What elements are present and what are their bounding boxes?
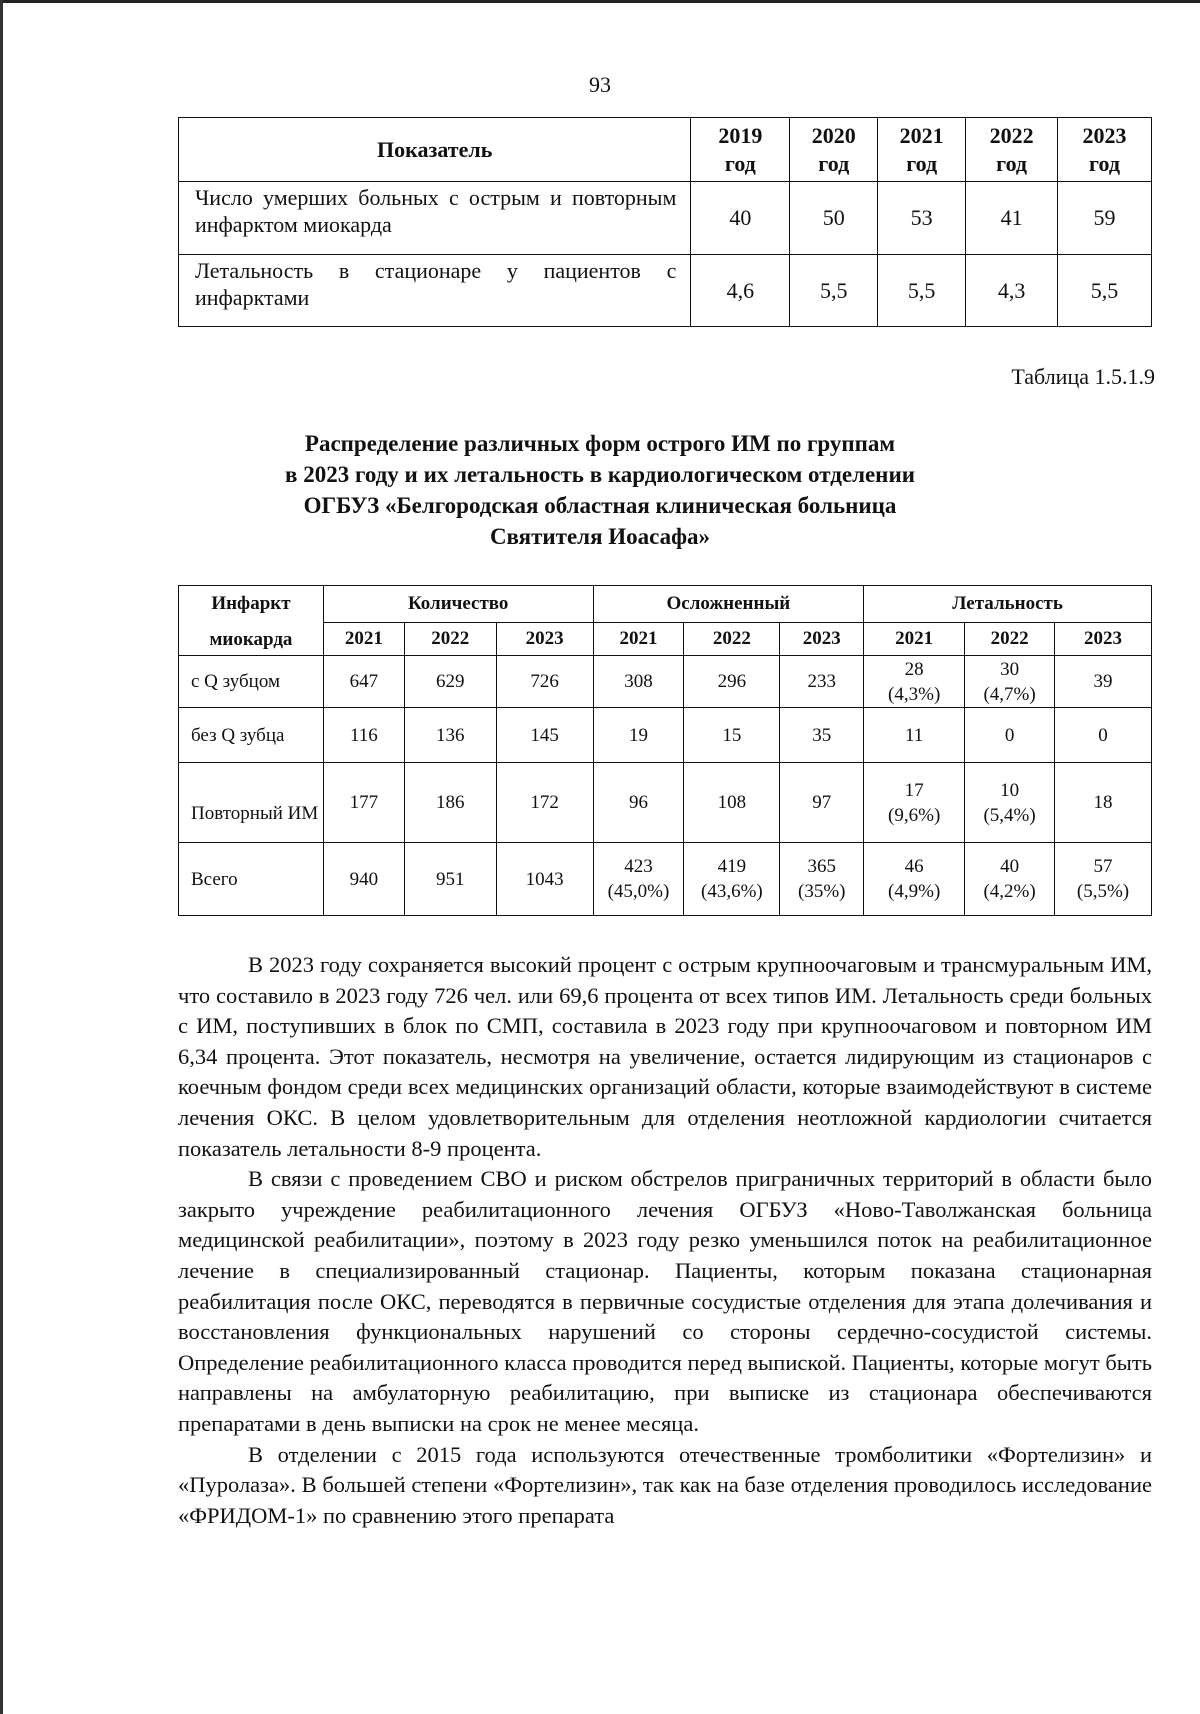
column-header-year: 2021 — [864, 623, 965, 656]
table-cell: 40 (4,2%) — [965, 843, 1055, 916]
table-row — [179, 182, 1152, 255]
table-cell: 419 (43,6%) — [684, 843, 780, 916]
table-cell: 97 — [780, 763, 864, 843]
table-row — [179, 255, 1152, 327]
table-cell: 19 — [593, 708, 684, 763]
paragraph: В отделении с 2015 года используются отечественные тромболитики «Фортелизин» и «Пуролаза». В большей степени «Фортелизин», так как на базе отделения проводилось исследование «ФРИДОМ-1» по сравнению этого препарата — [178, 1441, 1152, 1528]
table-title — [0, 428, 1200, 552]
column-header-year: 2023 год — [1058, 118, 1152, 182]
table-cell: 0 — [965, 708, 1055, 763]
table-cell: 136 — [404, 708, 496, 763]
table-cell: 308 — [593, 656, 684, 708]
paragraph: В связи с проведением СВО и риском обстрелов приграничных территорий в области было закрыто учреждение реабилитационного лечения ОГБУЗ «Ново-Таволжанская больница медицинской реабилитации», поэтому в 2023 году резко уменьшился поток на реабилитационное лечение в специализированный стационар. Пациенты, которым показана стационарная реабилитация после ОКС, переводятся в первичные сосудистые отделения для этапа долечивания и восстановления функциональных нарушений со стороны сердечно-сосудистой системы. Определение реабилитационного класса проводится перед выпиской. Пациенты, которые могут быть направлены на амбулаторную реабилитацию, при выписке из стационара обеспечиваются препаратами в день выписки на срок не менее месяца. — [178, 1166, 1152, 1436]
table-header-row — [179, 118, 1152, 182]
row-label: Число умерших больных с острым и повторным инфарктом миокарда — [179, 182, 691, 255]
table-cell: 40 — [691, 182, 790, 255]
column-header-year: 2023 — [496, 623, 593, 656]
table-row — [179, 763, 1152, 843]
table-cell: 10 (5,4%) — [965, 763, 1055, 843]
table-row — [179, 708, 1152, 763]
table-cell: 365 (35%) — [780, 843, 864, 916]
column-header-indicator: Показатель — [179, 118, 691, 182]
mortality-summary-table — [178, 117, 1152, 327]
table-cell: 108 — [684, 763, 780, 843]
table-cell: 296 — [684, 656, 780, 708]
table-cell: 1043 — [496, 843, 593, 916]
table-cell: 59 — [1058, 182, 1152, 255]
column-header-year: 2020 год — [790, 118, 878, 182]
table-cell: 5,5 — [790, 255, 878, 327]
column-header-year: 2022 год — [966, 118, 1058, 182]
table-cell: 46 (4,9%) — [864, 843, 965, 916]
table-cell: 629 — [404, 656, 496, 708]
table-cell: 726 — [496, 656, 593, 708]
table-cell: 0 — [1055, 708, 1152, 763]
column-header-year: 2023 — [780, 623, 864, 656]
row-label: Повторный ИМ — [179, 763, 324, 843]
mi-distribution-table — [178, 585, 1152, 916]
table-cell: 5,5 — [1058, 255, 1152, 327]
table-cell: 50 — [790, 182, 878, 255]
table-cell: 11 — [864, 708, 965, 763]
scan-border-left — [0, 0, 3, 1714]
table-row — [179, 843, 1152, 916]
column-header-year: 2023 — [1055, 623, 1152, 656]
table-row — [179, 656, 1152, 708]
table-cell: 116 — [323, 708, 404, 763]
column-header-year: 2022 — [965, 623, 1055, 656]
table-cell: 951 — [404, 843, 496, 916]
table-cell: 177 — [323, 763, 404, 843]
page-number: 93 — [589, 72, 611, 97]
table-cell: 4,6 — [691, 255, 790, 327]
table-cell: 5,5 — [878, 255, 966, 327]
paragraph: В 2023 году сохраняется высокий процент с острым крупноочаговым и трансмуральным ИМ, что составило в 2023 году 726 чел. или 69,6 процента от всех типов ИМ. Летальность среди больных с ИМ, поступивших в блок по СМП, составила в 2023 году при крупноочаговом и повторном ИМ 6,34 процента. Этот показатель, несмотря на увеличение, остается лидирующим из стационаров с коечным фондом среди всех медицинских организаций области, которые взаимодействуют в системе лечения ОКС. В целом удовлетворительным для отделения неотложной кардиологии считается показатель летальности 8-9 процента. — [178, 952, 1152, 1161]
table-caption: Таблица 1.5.1.9 — [1011, 364, 1155, 389]
title-line: Распределение различных форм острого ИМ по группам — [304, 431, 896, 456]
row-label: Летальность в стационаре у пациентов с инфарктами — [179, 255, 691, 327]
table-cell: 28 (4,3%) — [864, 656, 965, 708]
column-header-year: 2021 — [323, 623, 404, 656]
table-cell: 15 — [684, 708, 780, 763]
column-header-year: 2021 — [593, 623, 684, 656]
title-line: ОГБУЗ «Белгородская областная клиническая больница — [303, 493, 897, 518]
table-cell: 186 — [404, 763, 496, 843]
table-cell: 41 — [966, 182, 1058, 255]
row-label: с Q зубцом — [179, 656, 324, 708]
table-cell: 39 — [1055, 656, 1152, 708]
column-header-year: 2022 — [404, 623, 496, 656]
table-header-row — [179, 623, 1152, 656]
table-cell: 53 — [878, 182, 966, 255]
table-cell: 57 (5,5%) — [1055, 843, 1152, 916]
group-header-count: Количество — [323, 586, 593, 623]
column-header-year: 2019 год — [691, 118, 790, 182]
table-cell: 145 — [496, 708, 593, 763]
table-cell: 172 — [496, 763, 593, 843]
column-header-year: 2021 год — [878, 118, 966, 182]
scan-border-top — [0, 0, 1200, 3]
table-cell: 30 (4,7%) — [965, 656, 1055, 708]
row-label: Всего — [179, 843, 324, 916]
title-line: Святителя Иоасафа» — [489, 524, 711, 549]
title-line: в 2023 году и их летальность в кардиологическом отделении — [285, 462, 915, 487]
table-cell: 35 — [780, 708, 864, 763]
table-cell: 423 (45,0%) — [593, 843, 684, 916]
group-header-mortality: Летальность — [864, 586, 1152, 623]
table-cell: 18 — [1055, 763, 1152, 843]
table-cell: 647 — [323, 656, 404, 708]
table-cell: 96 — [593, 763, 684, 843]
table-cell: 940 — [323, 843, 404, 916]
row-label: без Q зубца — [179, 708, 324, 763]
corner-header: Инфаркт миокарда — [179, 586, 324, 656]
body-text — [178, 950, 1152, 1531]
column-header-year: 2022 — [684, 623, 780, 656]
table-cell: 4,3 — [966, 255, 1058, 327]
table-header-row — [179, 586, 1152, 623]
table-cell: 233 — [780, 656, 864, 708]
table-cell: 17 (9,6%) — [864, 763, 965, 843]
group-header-complicated: Осложненный — [593, 586, 864, 623]
